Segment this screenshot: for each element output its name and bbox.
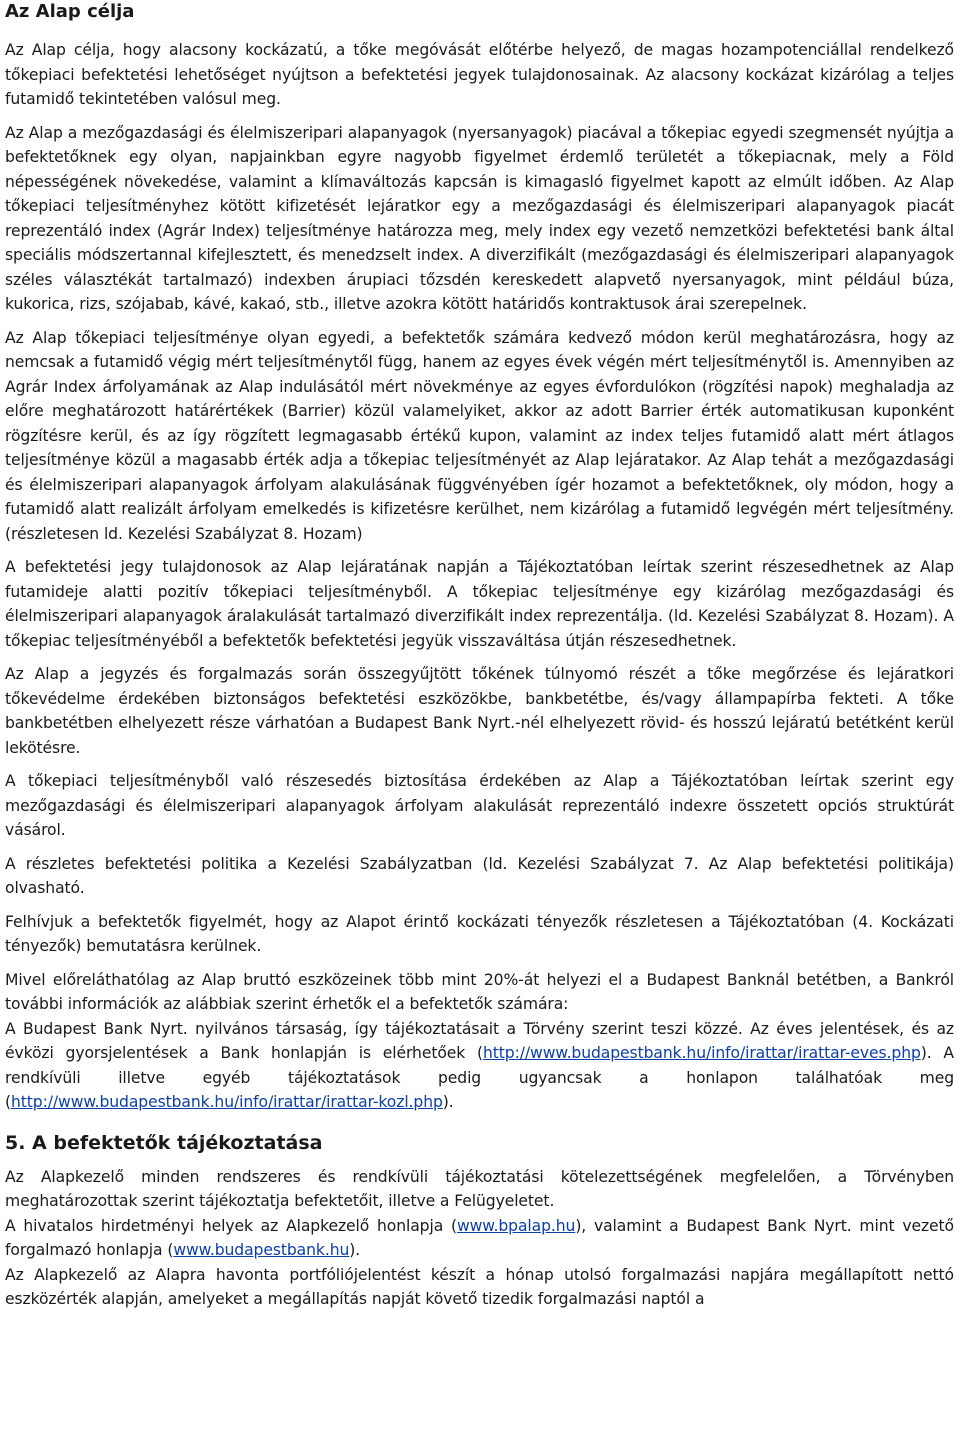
paragraph-alap-celja: Az Alap célja, hogy alacsony kockázatú, a tőke megóvását előtérbe helyező, de magas hozampotenciállal rendelkező tőkepiaci befektetési lehetőséget nyújtson a befektetési jegyek tulajdonosainak. Az alacsony kockázat kizárólag a teljes futamidő tekintetében valósul meg. bbox=[5, 41, 954, 108]
link-irattar-kozl[interactable]: http://www.budapestbank.hu/info/irattar/irattar-kozl.php bbox=[10, 1093, 443, 1111]
text-fragment: ). bbox=[349, 1241, 361, 1259]
paragraph-tokepiaci-teljesitmeny: Az Alap tőkepiaci teljesítménye olyan egyedi, a befektetők számára kedvező módon kerül meghatározásra, hogy az nemcsak a futamidő végig mért teljesítménytől függ, hanem az egyes évek végén mért teljesítménytől is. Amennyiben az Agrár Index árfolyamának az Alap indulásától mért növekménye az egyes évfordulókon (rögzítési napok) meghaladja az előre meghatározott határértékek (Barrier) közül valamelyiket, akkor az adott Barrier érték automatikusan kuponként rögzítésre kerül, és az így rögzített legmagasabb értékű kupon, valamint az index teljes futamidő alatt mért átlagos teljesítménye közül a magasabb érték adja a tőkepiac teljesítményét az Alap lejáratakor. Az Alap tehát a mezőgazdasági és élelmiszeripari alapanyagok árfolyam alakulásának függvényében ígér hozamot a befektetőknek, oly módon, hogy a futamidő alatt realizált árfolyam emelkedés is kifizetésre kerülhet, nem kizárólag a futamidő legvégén mért teljesítmény. (részletesen ld. Kezelési Szabályzat 8. Hozam) bbox=[5, 328, 954, 543]
section-heading-befektetok-tajekoztatasa: 5. A befektetők tájékoztatása bbox=[5, 1131, 323, 1154]
paragraph-kockazati-tenyezok: Felhívjuk a befektetők figyelmét, hogy az Alapot érintő kockázati tényezők részletesen a Tájékoztatóban (4. Kockázati tényezők) bemutatásra kerülnek. bbox=[5, 912, 954, 955]
text-fragment: A Budapest Bank Nyrt. nyilvános társaság, így tájékoztatásait a Törvény szerint teszi közzé. Az éves jelentések, és az évközi gyorsjelentések a Bank honlapján is elérhetőek ( bbox=[5, 1019, 954, 1062]
paragraph-tokevedelem: Az Alap a jegyzés és forgalmazás során összegyűjtött tőkének túlnyomó részét a tőke megőrzése és lejáratkori tőkevédelme érdekében biztonságos befektetési eszközökbe, bankbetétbe, és/vagy állampapírba fekteti. A tőke bankbetétben elhelyezett része várhatóan a Budapest Bank Nyrt.-nél elhelyezett rövid- és hosszú lejáratú betétként kerül lekötésre. bbox=[5, 665, 954, 757]
paragraph-hirdetmenyi-helyek bbox=[5, 1214, 954, 1263]
paragraph-budapest-bank-info: Mivel előreláthatólag az Alap bruttó eszközeinek több mint 20%-át helyezi el a Budapest Banknál betétben, a Bankról további információk az alábbiak szerint érhetők el a befektetők számára: bbox=[5, 970, 954, 1013]
link-budapestbank[interactable]: www.budapestbank.hu bbox=[173, 1241, 350, 1259]
text-fragment: ), valamint a Budapest Bank Nyrt. mint vezető forgalmazó honlapja ( bbox=[5, 1216, 954, 1259]
link-bpalap[interactable]: www.bpalap.hu bbox=[456, 1216, 576, 1235]
paragraph-bank-publications bbox=[5, 1017, 954, 1115]
paragraph-opcios-struktura: A tőkepiaci teljesítményből való részesedés biztosítása érdekében az Alap a Tájékoztatóban leírtak szerint egy mezőgazdasági és élelmiszeripari alapanyagok árfolyam alakulását reprezentáló indexre összetett opciós struktúrát vásárol. bbox=[5, 772, 954, 839]
text-fragment: A hivatalos hirdetményi helyek az Alapkezelő honlapja ( bbox=[5, 1216, 457, 1235]
link-irattar-eves[interactable]: http://www.budapestbank.hu/info/irattar/irattar-eves.php bbox=[482, 1044, 921, 1062]
text-fragment: ). A rendkívüli illetve egyéb tájékoztatások pedig ugyancsak a honlapon találhatóak meg ( bbox=[5, 1044, 954, 1111]
paragraph-tajekoztatasi-kotelezettseg: Az Alapkezelő minden rendszeres és rendkívüli tájékoztatási kötelezettségének megfelelően, a Törvényben meghatározottak szerint tájékoztatja befektetőit, illetve a Felügyeletet. bbox=[5, 1167, 954, 1210]
paragraph-befektetesi-politika: A részletes befektetési politika a Kezelési Szabályzatban (ld. Kezelési Szabályzat 7. Az Alap befektetési politikája) olvasható. bbox=[5, 854, 954, 897]
paragraph-agrar-index: Az Alap a mezőgazdasági és élelmiszeripari alapanyagok (nyersanyagok) piacával a tőkepiac egyedi szegmensét nyújtja a befektetőknek egy olyan, napjainkban egyre nagyobb figyelmet érdemlő területét a tőkepiacnak, mely a Föld népességének növekedése, valamint a klímaváltozás kapcsán is kimagasló figyelmet kapott az elmúlt időben. Az Alap tőkepiaci teljesítményhez kötött kifizetését lejáratkor egy a mezőgazdasági és élelmiszeripari alapanyagok piacát reprezentáló index (Agrár Index) teljesítménye határozza meg, mely index egy vezető nemzetközi befektetési bank által speciális módszertannal kifejlesztett, és menedzselt index. A diverzifikált (mezőgazdasági és élelmiszeripari alapanyagok széles választékát tartalmazó) indexben árupiaci tőzsdén kereskedett alapvető nyersanyagok, mint például búza, kukorica, rizs, szójabab, kávé, kakaó, stb., illetve azokra kötött határidős kontraktusok árai szerepelnek. bbox=[5, 123, 954, 313]
paragraph-befektetesi-jegy-tulajdonosok: A befektetési jegy tulajdonosok az Alap lejáratának napján a Tájékoztatóban leírtak szerint részesedhetnek az Alap futamideje alatti pozitív tőkepiaci teljesítményből. A tőkepiac teljesítménye egy kizárólag mezőgazdasági és élelmiszeripari alapanyagok áralakulását tartalmazó diverzifikált index reprezentálja. (ld. Kezelési Szabályzat 8. Hozam). A tőkepiac teljesítményéből a befektetők befektetési jegyük visszaváltása útján részesedhetnek. bbox=[5, 558, 954, 650]
paragraph-portfoliojelentes: Az Alapkezelő az Alapra havonta portfóliójelentést készít a hónap utolsó forgalmazási napjára megállapított nettó eszközérték alapján, amelyeket a megállapítás napját követő tizedik forgalmazási naptól a bbox=[5, 1265, 954, 1308]
text-fragment: ). bbox=[442, 1093, 454, 1111]
section-heading-alap-celja: Az Alap célja bbox=[5, 1, 135, 22]
